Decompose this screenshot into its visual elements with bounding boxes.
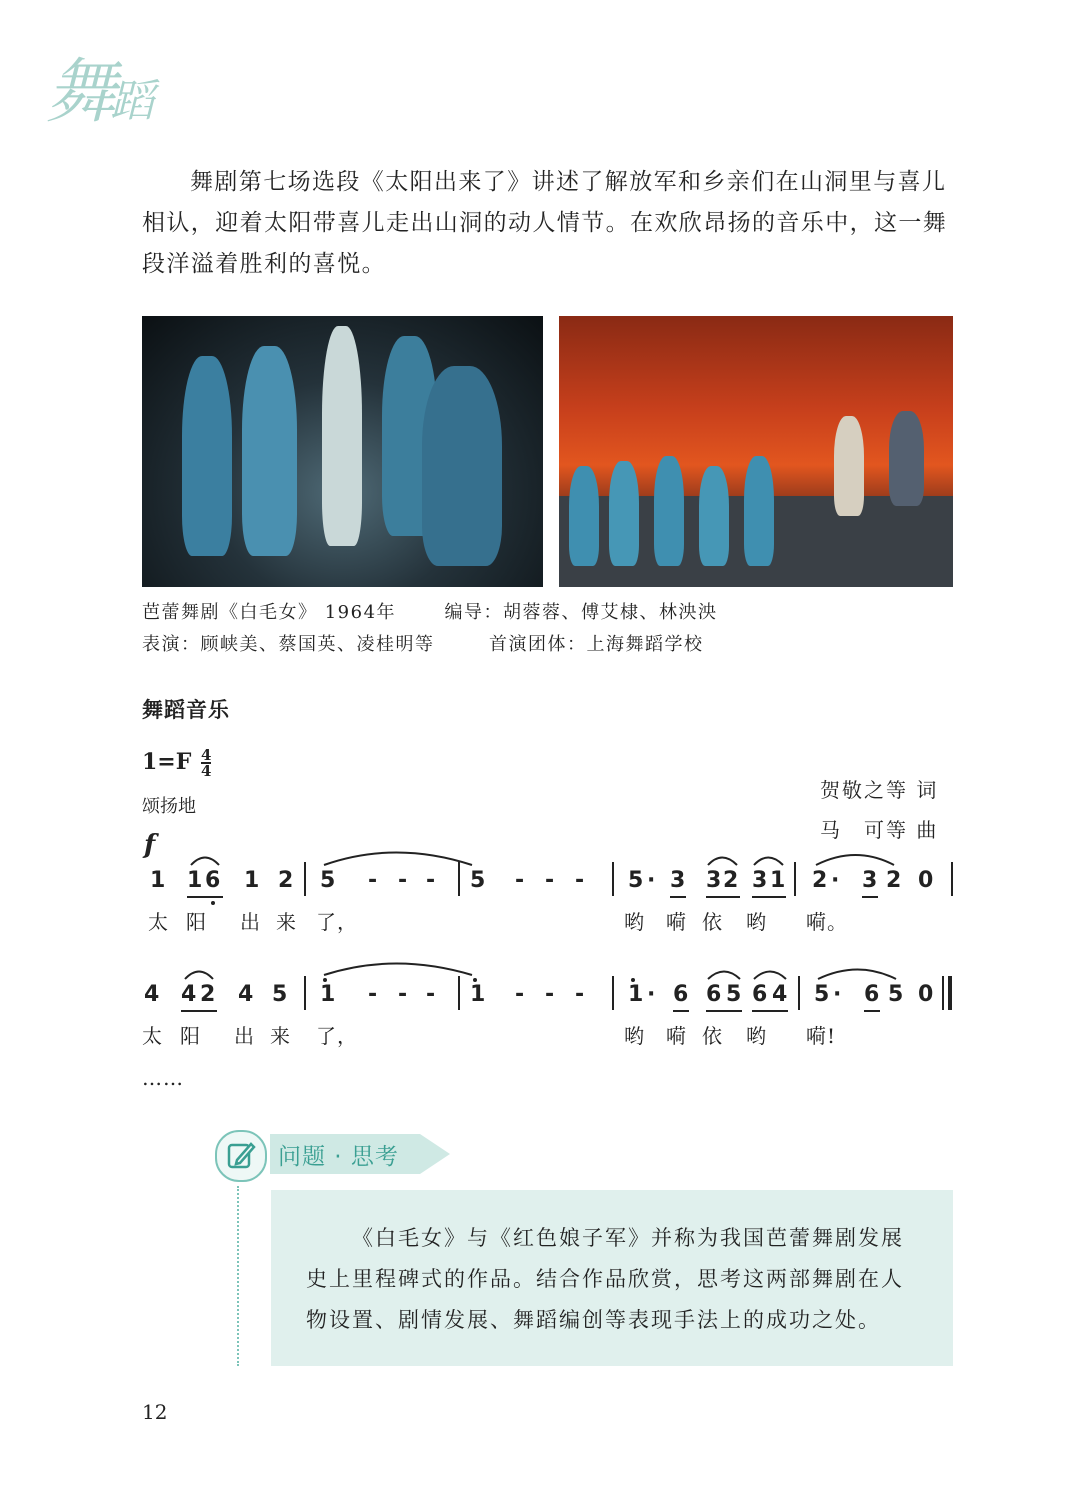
note: - (398, 982, 408, 1007)
lyric: 嗬 (666, 1024, 687, 1048)
lyric: 来 (276, 910, 297, 934)
caption-performers: 表演：顾峡美、蔡国英、凌桂明等 (142, 634, 435, 655)
note: - (575, 982, 585, 1007)
page-number: 12 (142, 1400, 168, 1424)
note: 4 (181, 982, 197, 1007)
intro-paragraph: 舞剧第七场选段《太阳出来了》讲述了解放军和乡亲们在山洞里与喜儿相认，迎着太阳带喜儿走出山洞的动人情节。在欢欣昂扬的音乐中，这一舞段洋溢着胜利的喜悦。 (142, 169, 948, 277)
lyric: 了， (316, 1024, 358, 1048)
lyric: 哟 (624, 1024, 645, 1048)
key-label: 1=F (142, 749, 192, 775)
lyric: 哟 (746, 1024, 767, 1048)
note: 1 (320, 982, 336, 1007)
note: 1 (770, 868, 786, 893)
time-bottom: 4 (201, 762, 212, 780)
note: 4 (238, 982, 254, 1007)
note: 6 (673, 982, 689, 1007)
note: - (515, 982, 525, 1007)
note: 3 (706, 868, 722, 893)
lyric: 来 (270, 1024, 291, 1048)
dotted-guide-line (237, 1186, 239, 1366)
note: 6 (752, 982, 768, 1007)
lyric: 嗬 (666, 910, 687, 934)
note: 1 (150, 868, 166, 893)
caption-choreographers: 编导：胡蓉蓉、傅艾棣、林泱泱 (444, 602, 718, 623)
note: 1 (187, 868, 203, 893)
note: · (647, 868, 656, 893)
note: 2 (886, 868, 902, 893)
lyric: 了， (316, 910, 358, 934)
note: 2 (812, 868, 828, 893)
note: 4 (144, 982, 160, 1007)
lyric: 阳 (180, 1024, 201, 1048)
note: · (833, 982, 842, 1007)
note: 5 (320, 868, 336, 893)
question-title: 问题 · 思考 (278, 1144, 399, 1170)
time-top: 4 (201, 746, 212, 764)
note: 0 (918, 868, 934, 893)
lyric: 太 (148, 910, 169, 934)
score-ellipsis: …… (142, 1066, 184, 1090)
note: - (426, 982, 436, 1007)
lyric: 哟 (624, 910, 645, 934)
composer-credit: 马 可等 曲 (820, 818, 939, 842)
logo-char-1: 舞 (46, 51, 110, 133)
tempo-marking: 颂扬地 (142, 796, 196, 817)
dynamic-marking: f (144, 830, 156, 860)
note: 0 (918, 982, 934, 1007)
caption-work: 芭蕾舞剧《白毛女》 1964年 (142, 602, 397, 623)
note: 5 (470, 868, 486, 893)
note: 2 (723, 868, 739, 893)
lyric: 嗬! (806, 1024, 837, 1048)
note: 6 (864, 982, 880, 1007)
note: - (398, 868, 408, 893)
note: 3 (670, 868, 686, 893)
lyric: 依 (702, 1024, 723, 1048)
lyric: 太 (142, 1024, 163, 1048)
note: 2 (278, 868, 294, 893)
note: 5 (272, 982, 288, 1007)
logo-char-2: 蹈 (110, 76, 148, 127)
note: 5 (628, 868, 644, 893)
note: - (515, 868, 525, 893)
note: · (831, 868, 840, 893)
note: 6 (706, 982, 722, 1007)
lyric: 依 (702, 910, 723, 934)
lyric: 阳 (186, 910, 207, 934)
note: 5 (814, 982, 830, 1007)
note: - (368, 868, 378, 893)
note: · (647, 982, 656, 1007)
note: 1 (628, 982, 644, 1007)
note: - (575, 868, 585, 893)
note: 1 (244, 868, 260, 893)
lyricist-credit: 贺敬之等 词 (820, 778, 939, 802)
note: - (545, 982, 555, 1007)
lyric: 嗬。 (806, 910, 848, 934)
question-text: 《白毛女》与《红色娘子军》并称为我国芭蕾舞剧发展史上里程碑式的作品。结合作品欣赏，思考这两部舞剧在人物设置、剧情发展、舞蹈编创等表现手法上的成功之处。 (306, 1226, 904, 1332)
note: 2 (200, 982, 216, 1007)
lyric: 出 (240, 910, 261, 934)
note: 3 (752, 868, 768, 893)
lyric: 出 (234, 1024, 255, 1048)
note: - (368, 982, 378, 1007)
note: 6 (205, 868, 221, 893)
note: 1 (470, 982, 486, 1007)
note: - (426, 868, 436, 893)
music-heading: 舞蹈音乐 (142, 698, 230, 722)
lyric: 哟 (746, 910, 767, 934)
note: - (545, 868, 555, 893)
pencil-icon (215, 1130, 267, 1182)
note: 5 (888, 982, 904, 1007)
note: 4 (772, 982, 788, 1007)
note: 5 (726, 982, 742, 1007)
caption-troupe: 首演团体：上海舞蹈学校 (488, 634, 704, 655)
note: 3 (862, 868, 878, 893)
